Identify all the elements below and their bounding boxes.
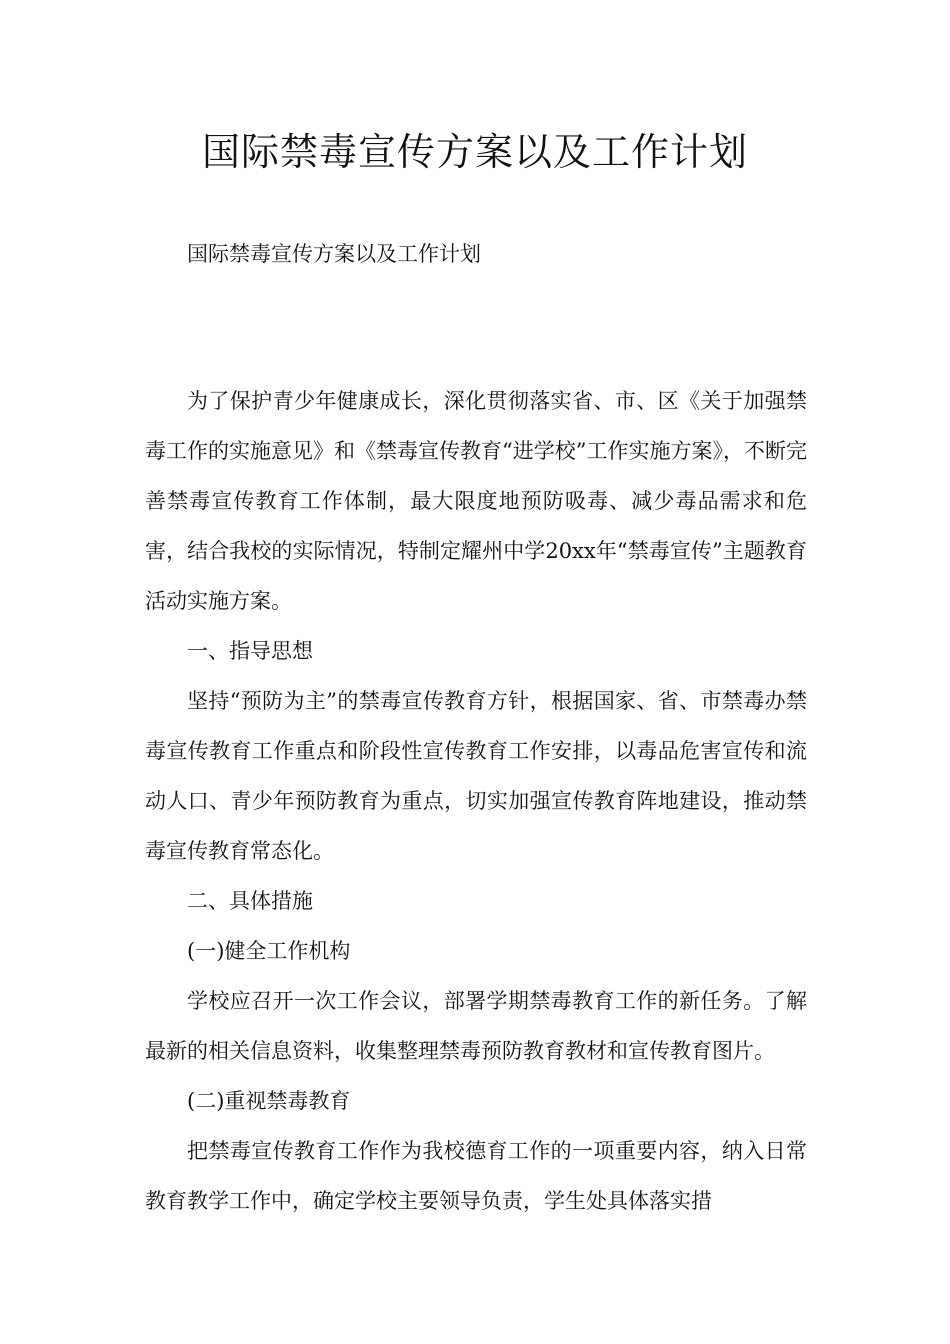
document-title: 国际禁毒宣传方案以及工作计划	[201, 130, 748, 174]
work-organization-paragraph: 学校应召开一次工作会议，部署学期禁毒教育工作的新任务。了解最新的相关信息资料，收集整理禁毒预防教育教材和宣传教育图片。	[145, 989, 807, 1063]
intro-paragraph: 为了保护青少年健康成长，深化贯彻落实省、市、区《关于加强禁毒工作的实施意见》和《禁毒宣传教育“进学校”工作实施方案》，不断完善禁毒宣传教育工作体制，最大限度地预防吸毒、减少毒品需求和危害，结合我校的实际情况，特制定耀州中学20xx年“禁毒宣传”主题教育活动实施方案。	[145, 389, 807, 613]
guiding-ideology-paragraph: 坚持“预防为主”的禁毒宣传教育方针，根据国家、省、市禁毒办禁毒宣传教育工作重点和阶段性宣传教育工作安排，以毒品危害宣传和流动人口、青少年预防教育为重点，切实加强宣传教育阵地建设，推动禁毒宣传教育常态化。	[145, 689, 807, 863]
document-subtitle: 国际禁毒宣传方案以及工作计划	[187, 242, 481, 266]
drug-education-paragraph: 把禁毒宣传教育工作作为我校德育工作的一项重要内容，纳入日常教育教学工作中，确定学校主要领导负责，学生处具体落实措	[145, 1139, 807, 1213]
section-heading-specific-measures: 二、具体措施	[187, 889, 313, 913]
section-heading-guiding-ideology: 一、指导思想	[187, 639, 313, 663]
subsection-heading-drug-education: (二)重视禁毒教育	[187, 1089, 351, 1113]
blank-line	[145, 329, 807, 376]
document-body	[145, 229, 807, 1226]
subsection-heading-work-organization: (一)健全工作机构	[187, 939, 351, 963]
